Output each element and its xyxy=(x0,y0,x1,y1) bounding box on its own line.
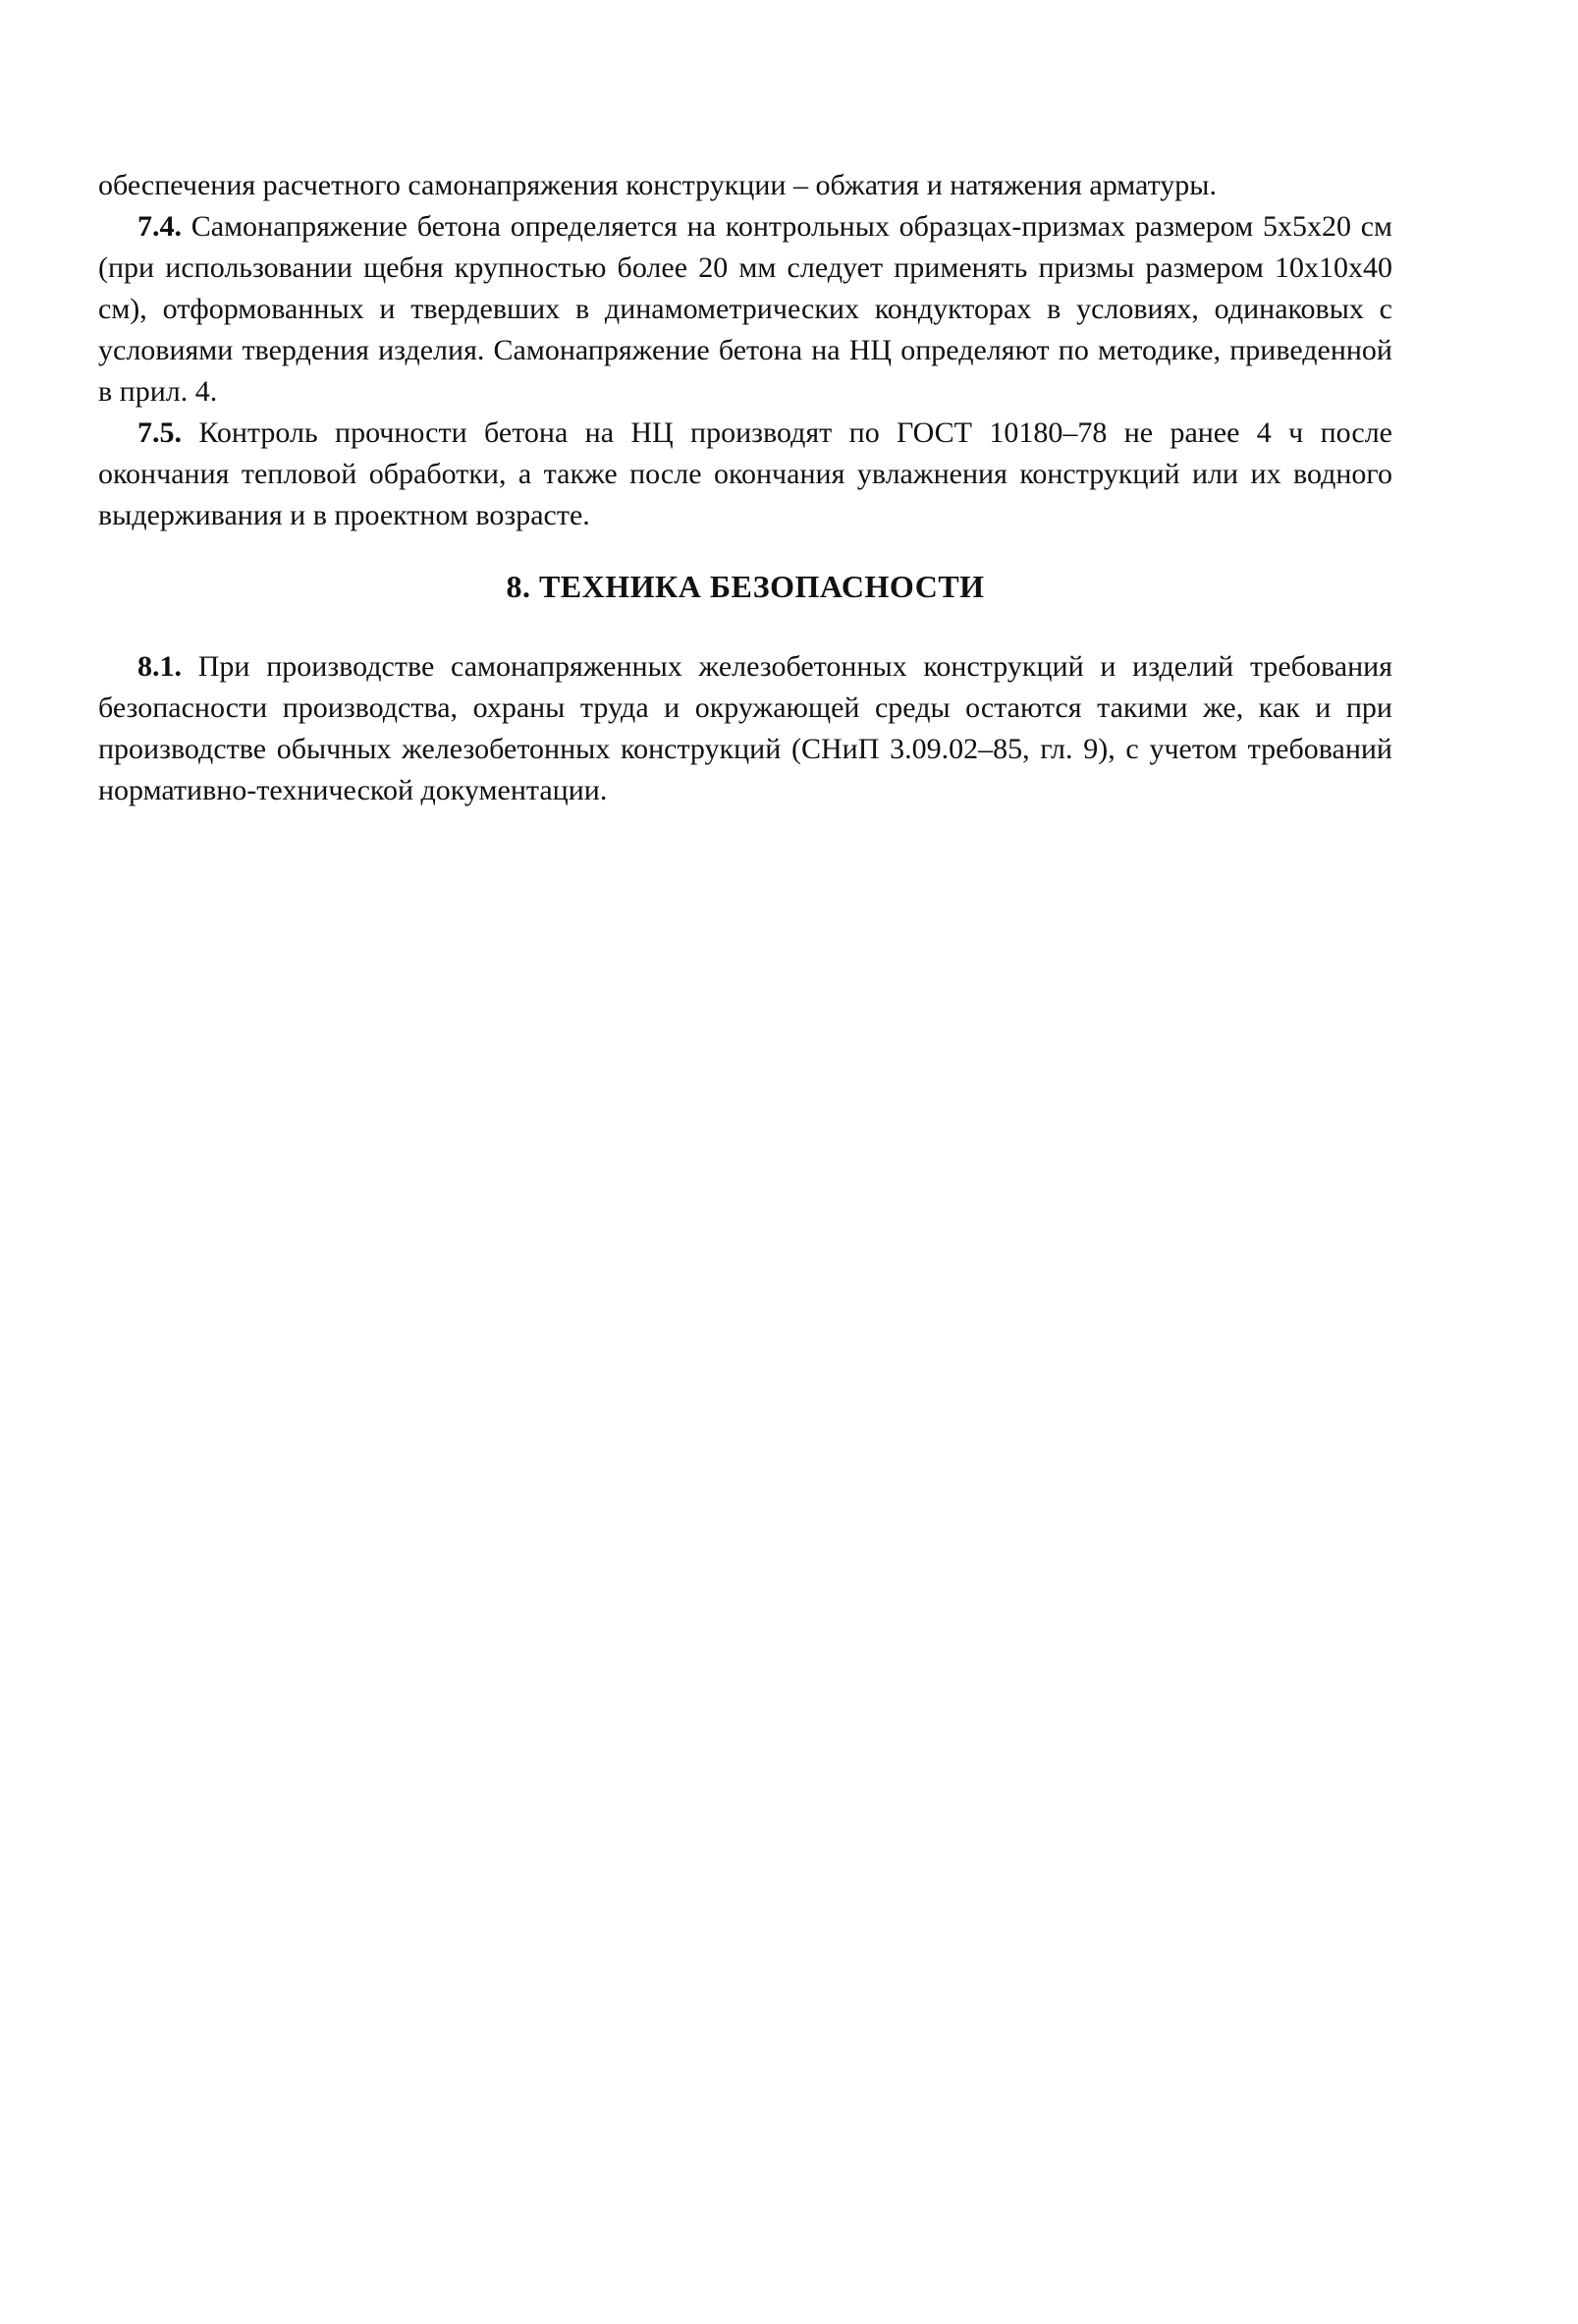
paragraph-text: Контроль прочности бетона на НЦ производят по ГОСТ 10180–78 не ранее 4 ч после окончания тепловой обработки, а также после окончания увлажнения конструкций или их водного выдерживания и в проектном возрасте. xyxy=(98,416,1392,531)
paragraph-number: 8.1. xyxy=(137,650,182,683)
paragraph-number: 7.5. xyxy=(137,416,182,449)
paragraph-7-5 xyxy=(98,413,1392,536)
document-body xyxy=(98,165,1392,811)
paragraph-7-4 xyxy=(98,206,1392,413)
paragraph-text: При производстве самонапряженных железобетонных конструкций и изделий требования безопасности производства, охраны труда и окружающей среды остаются такими же, как и при производстве обычных железобетонных конструкций (СНиП 3.09.02–85, гл. 9), с учетом требований нормативно-технической документации. xyxy=(98,650,1392,806)
paragraph-8-1 xyxy=(98,646,1392,811)
section-heading: 8. ТЕХНИКА БЕЗОПАСНОСТИ xyxy=(506,569,985,604)
paragraph-intro: обеспечения расчетного самонапряжения конструкции – обжатия и натяжения арматуры. xyxy=(98,169,1217,201)
paragraph-text: Самонапряжение бетона определяется на контрольных образцах-призмах размером 5x5x20 см (при использовании щебня крупностью более 20 мм следует применять призмы размером 10x10x40 см), отформованных и твердевших в динамометрических кондукторах в условиях, одинаковых с условиями твердения изделия. Самонапряжение бетона на НЦ определяют по методике, приведенной в прил. 4. xyxy=(98,210,1392,408)
paragraph-number: 7.4. xyxy=(137,210,182,243)
